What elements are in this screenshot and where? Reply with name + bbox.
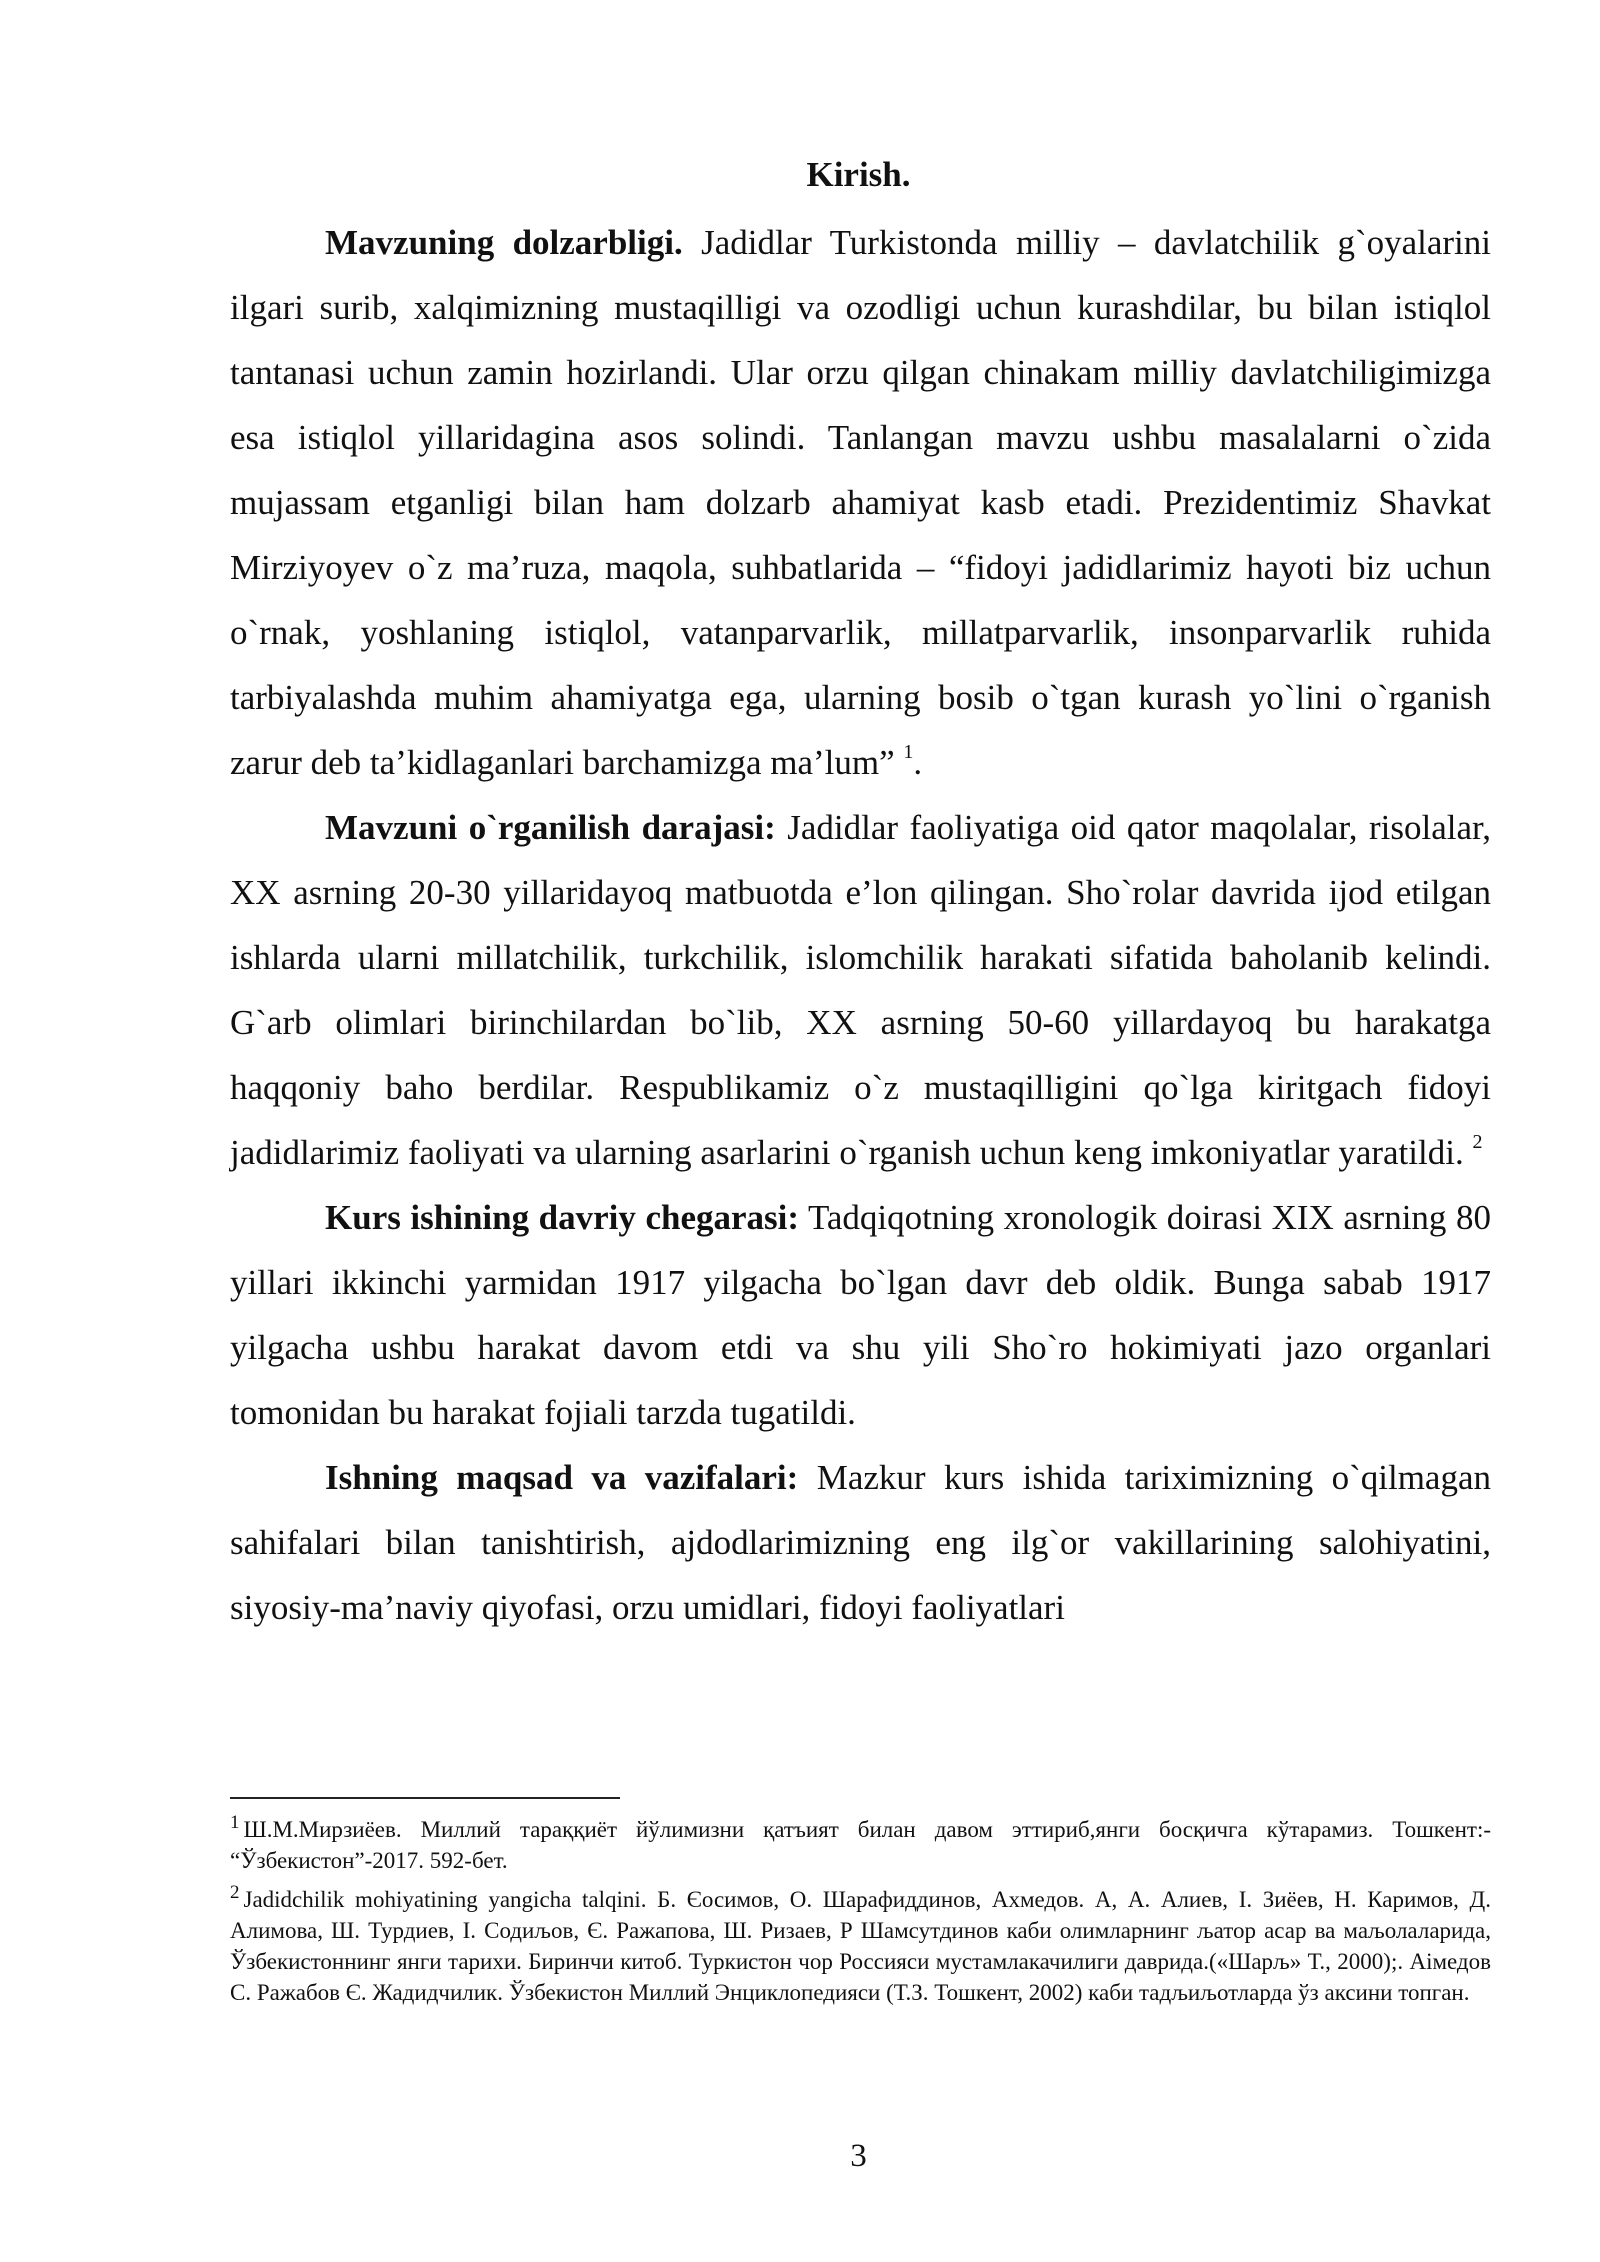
footnotes: [230, 1811, 1491, 2016]
paragraph-study-level: [230, 795, 1491, 1185]
paragraph-lead: Mavzuning dolzarbligi.: [325, 223, 683, 262]
paragraph-relevance: [230, 210, 1491, 795]
paragraph-text: Jadidlar Turkistonda milliy – davlatchilik g`oyalarini ilgari surib, xalqimizning mustaqilligi va ozodligi uchun kurashdilar, bu bilan istiqlol tantanasi uchun zamin hozirlandi. Ular orzu qilgan chinakam milliy davlatchiligimizga esa istiqlol yillaridagina asos solindi. Tanlangan mavzu ushbu masalalarni o`zida mujassam etganligi bilan ham dolzarb ahamiyat kasb etadi. Prezidentimiz Shavkat Mirziyoyev o`z ma’ruza, maqola, suhbatlarida – “fidoyi jadidlarimiz hayoti biz uchun o`rnak, yoshlaning istiqlol, vatanparvarlik, millatparvarlik, insonparvarlik ruhida tarbiyalashda muhim ahamiyatga ega, ularning bosib o`tgan kurash yo`lini o`rganish zarur deb ta’kidlaganlari barchamizga ma’lum”: [230, 223, 1492, 782]
footnote-text: Ш.М.Мирзиёев. Миллий тараққиёт йўлимизни қатъият билан давом эттириб,янги босқичга кўтарамиз. Тошкент:- “Ўзбекистон”-2017. 592-бет.: [230, 1817, 1491, 1873]
page-heading: Kirish.: [806, 155, 911, 194]
paragraph-text: Jadidlar faoliyatiga oid qator maqolalar, risolalar, XX asrning 20-30 yillaridayoq matbuotda e’lon qilingan. Sho`rolar davrida ijod etilgan ishlarda ularni millatchilik, turkchilik, islomchilik harakati sifatida baholanib kelindi. G`arb olimlari birinchilardan bo`lib, XX asrning 50-60 yillardayoq bu harakatga haqqoniy baho berdilar. Respublikamiz o`z mustaqilligini qo`lga kiritgach fidoyi jadidlarimiz faoliyati va ularning asarlarini o`rganish uchun keng imkoniyatlar yaratildi.: [230, 808, 1491, 1172]
footnote-number: 2: [230, 1881, 240, 1903]
page-number: 3: [850, 2138, 867, 2174]
paragraph-text: Tadqiqotning xronologik doirasi XIX asrning 80 yillari ikkinchi yarmidan 1917 yilgacha bo`lgan davr deb oldik. Bunga sabab 1917 yilgacha ushbu harakat davom etdi va shu yili Sho`ro hokimiyati jazo organlari tomonidan bu harakat fojiali tarzda tugatildi.: [230, 1198, 1491, 1432]
footnote-number: 1: [230, 1811, 240, 1833]
footnote-item: [230, 1881, 1491, 2008]
paragraph-lead: Kurs ishining davriy chegarasi:: [325, 1198, 800, 1237]
body-text: [230, 210, 1491, 1640]
paragraph-tail: .: [913, 743, 923, 782]
footnote-text: Jadidchilik mohiyatining yangicha talqini. Б. Єосимов, О. Шарафиддинов, Ахмедов. А, А. Алиев, І. Зиёев, Н. Каримов, Д. Алимова, Ш. Турдиев, І. Содиљов, Є. Ражапова, Ш. Ризаев, Р Шамсутдинов каби олимларнинг љатор асар ва маљолаларида, Ўзбекистоннинг янги тарихи. Биринчи китоб. Туркистон чор Россияси мустамлакачилиги даврида.(«Шарљ» Т., 2000);. Аімедов С. Ражабов Є. Жадидчилик. Ўзбекистон Миллий Энциклопедияси (Т.З. Тошкент, 2002) каби тадљиљотларда ўз аксини топган.: [230, 1887, 1491, 2005]
paragraph-text: Mazkur kurs ishida tariximizning o`qilmagan sahifalari bilan tanishtirish, ajdodlarimizning eng ilg`or vakillarining salohiyatini, siyosiy-ma’naviy qiyofasi, orzu umidlari, fidoyi faoliyatlari: [230, 1458, 1491, 1627]
footnote-ref: 1: [903, 741, 914, 763]
paragraph-lead: Mavzuni o`rganilish darajasi:: [325, 808, 776, 847]
paragraph-lead: Ishning maqsad va vazifalari:: [325, 1458, 799, 1497]
footnote-ref: 2: [1472, 1131, 1483, 1153]
footnote-item: [230, 1811, 1491, 1876]
footnote-separator: [230, 1797, 620, 1799]
paragraph-goals: [230, 1445, 1491, 1640]
paragraph-period-scope: [230, 1185, 1491, 1445]
